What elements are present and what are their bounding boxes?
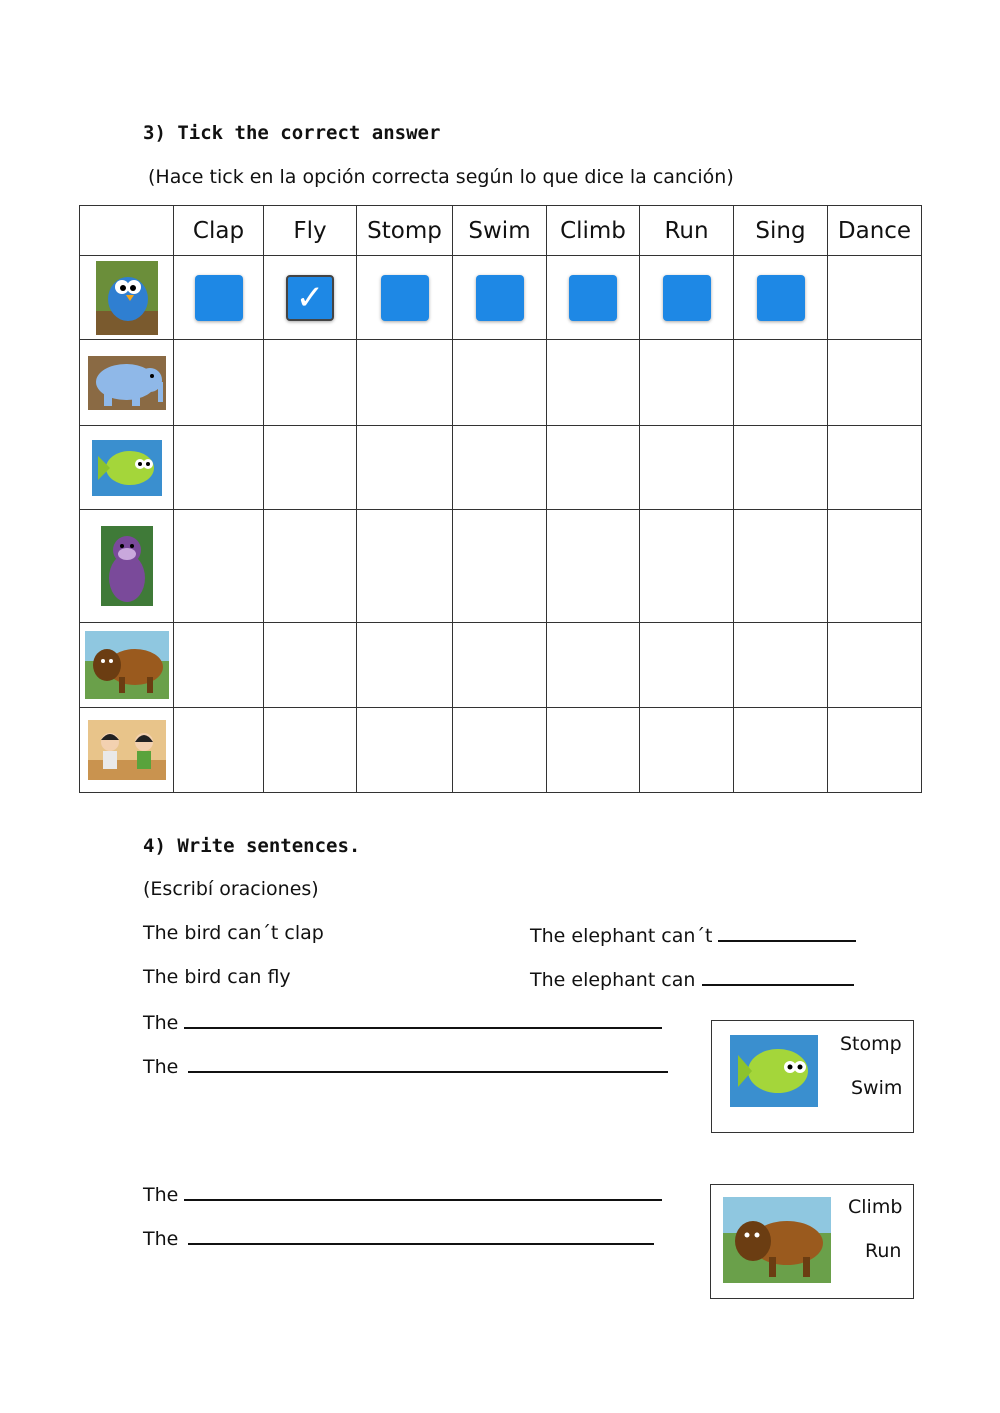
answer-blank[interactable] <box>184 1181 662 1201</box>
section3-title: 3) Tick the correct answer <box>143 122 441 144</box>
word-option: Run <box>865 1240 902 1262</box>
answer-cell <box>734 623 828 708</box>
fish-icon <box>730 1035 818 1107</box>
word-box-bison <box>710 1184 914 1299</box>
table-row <box>80 426 922 510</box>
answer-cell <box>174 510 264 623</box>
tick-table <box>79 205 922 793</box>
answer-cell <box>357 340 453 426</box>
checkbox[interactable] <box>757 275 805 321</box>
answer-cell <box>828 708 922 793</box>
checkbox[interactable] <box>663 275 711 321</box>
checkbox[interactable] <box>195 275 243 321</box>
answer-blank[interactable] <box>188 1225 654 1245</box>
answer-cell <box>640 623 734 708</box>
corner-cell <box>80 206 174 256</box>
checkbox[interactable] <box>381 275 429 321</box>
answer-cell <box>174 340 264 426</box>
sentence-the: The <box>143 1228 179 1250</box>
table-header-row <box>80 206 922 256</box>
animal-cell <box>80 510 174 623</box>
col-header: Swim <box>453 206 547 256</box>
col-header: Climb <box>547 206 640 256</box>
word-option: Swim <box>851 1077 903 1099</box>
answer-cell <box>828 510 922 623</box>
animal-cell <box>80 623 174 708</box>
answer-cell <box>828 426 922 510</box>
answer-blank[interactable] <box>702 966 854 986</box>
answer-cell <box>174 426 264 510</box>
col-header: Dance <box>828 206 922 256</box>
sentence-line <box>143 1053 668 1078</box>
col-header: Stomp <box>357 206 453 256</box>
sentence-elephant-cant <box>530 922 856 947</box>
answer-cell[interactable] <box>264 256 357 340</box>
sentence-elephant-can <box>530 966 854 991</box>
table-row <box>80 623 922 708</box>
answer-cell <box>357 426 453 510</box>
answer-cell <box>828 623 922 708</box>
answer-cell[interactable] <box>547 256 640 340</box>
animal-cell <box>80 256 174 340</box>
answer-cell <box>547 623 640 708</box>
word-box-fish <box>711 1020 914 1133</box>
answer-cell <box>357 708 453 793</box>
answer-cell[interactable] <box>734 256 828 340</box>
bison-icon <box>723 1197 831 1283</box>
answer-cell[interactable] <box>453 256 547 340</box>
answer-cell <box>264 340 357 426</box>
table-row <box>80 256 922 340</box>
answer-cell <box>734 708 828 793</box>
sentence-line <box>143 1009 662 1034</box>
sentence-line <box>143 1181 662 1206</box>
answer-cell[interactable] <box>640 256 734 340</box>
answer-cell <box>264 708 357 793</box>
answer-cell[interactable] <box>828 256 922 340</box>
col-header: Sing <box>734 206 828 256</box>
answer-cell[interactable] <box>357 256 453 340</box>
example-sentence: The bird can fly <box>143 966 291 988</box>
table-row <box>80 340 922 426</box>
answer-cell <box>547 708 640 793</box>
answer-cell <box>264 426 357 510</box>
answer-cell <box>453 426 547 510</box>
table-row <box>80 708 922 793</box>
example-sentence: The bird can´t clap <box>143 922 324 944</box>
elephant-icon <box>88 356 166 410</box>
children-icon <box>88 720 166 780</box>
bison-icon <box>85 631 169 699</box>
animal-cell <box>80 340 174 426</box>
sentence-the: The <box>143 1056 179 1078</box>
checkbox[interactable] <box>569 275 617 321</box>
sentence-the: The <box>143 1184 179 1206</box>
answer-cell <box>640 510 734 623</box>
answer-cell <box>264 510 357 623</box>
section4-subtitle: (Escribí oraciones) <box>143 878 319 900</box>
sentence-line <box>143 1225 654 1250</box>
word-option: Climb <box>848 1196 903 1218</box>
answer-cell <box>174 708 264 793</box>
answer-cell <box>357 510 453 623</box>
answer-blank[interactable] <box>184 1009 662 1029</box>
answer-blank[interactable] <box>188 1053 668 1073</box>
answer-cell <box>264 623 357 708</box>
table-row <box>80 510 922 623</box>
answer-cell <box>453 510 547 623</box>
answer-cell <box>174 623 264 708</box>
gorilla-icon <box>101 526 153 606</box>
col-header: Run <box>640 206 734 256</box>
answer-cell <box>734 426 828 510</box>
answer-cell[interactable] <box>174 256 264 340</box>
checkbox-checked[interactable] <box>286 275 334 321</box>
sentence-start: The elephant can <box>530 969 696 991</box>
section4-title: 4) Write sentences. <box>143 835 361 857</box>
answer-blank[interactable] <box>718 922 856 942</box>
answer-cell <box>453 708 547 793</box>
bird-icon <box>96 261 158 335</box>
word-option: Stomp <box>840 1033 902 1055</box>
checkmark-icon: ✓ <box>295 277 325 318</box>
answer-cell <box>828 340 922 426</box>
fish-icon <box>92 440 162 496</box>
sentence-the: The <box>143 1012 179 1034</box>
animal-cell <box>80 426 174 510</box>
checkbox[interactable] <box>476 275 524 321</box>
answer-cell <box>453 623 547 708</box>
answer-cell <box>547 510 640 623</box>
animal-cell <box>80 708 174 793</box>
section3-subtitle: (Hace tick en la opción correcta según lo que dice la canción) <box>148 166 734 188</box>
answer-cell <box>547 340 640 426</box>
answer-cell <box>640 708 734 793</box>
sentence-start: The elephant can´t <box>530 925 713 947</box>
col-header: Fly <box>264 206 357 256</box>
answer-cell <box>547 426 640 510</box>
answer-cell <box>734 510 828 623</box>
answer-cell <box>453 340 547 426</box>
answer-cell <box>640 340 734 426</box>
col-header: Clap <box>174 206 264 256</box>
answer-cell <box>357 623 453 708</box>
answer-cell <box>734 340 828 426</box>
answer-cell <box>640 426 734 510</box>
